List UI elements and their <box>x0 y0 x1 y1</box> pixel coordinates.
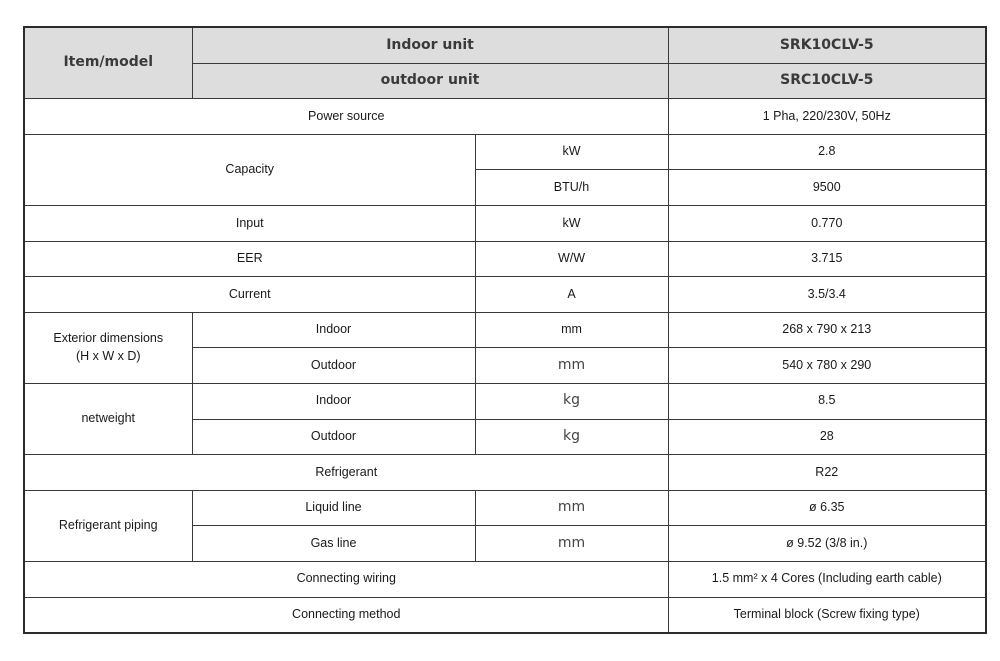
outdoor-unit-header: outdoor unit <box>192 63 668 99</box>
row-connecting-method <box>24 597 986 633</box>
netweight-outdoor-value: 28 <box>668 419 986 455</box>
liquid-line-label: Liquid line <box>192 490 475 526</box>
capacity-btu-value: 9500 <box>668 170 986 206</box>
input-label: Input <box>24 205 475 241</box>
power-source-label: Power source <box>24 99 668 135</box>
dimensions-outdoor-unit: mm <box>475 348 668 384</box>
input-value: 0.770 <box>668 205 986 241</box>
row-power-source <box>24 99 986 135</box>
connecting-wiring-label: Connecting wiring <box>24 561 668 597</box>
refrigerant-label: Refrigerant <box>24 455 668 491</box>
power-source-value: 1 Pha, 220/230V, 50Hz <box>668 99 986 135</box>
capacity-kw-unit: kW <box>475 134 668 170</box>
connecting-wiring-value: 1.5 mm² x 4 Cores (Including earth cable) <box>668 561 986 597</box>
dimensions-indoor-label: Indoor <box>192 312 475 348</box>
spec-table <box>23 26 987 634</box>
netweight-indoor-label: Indoor <box>192 383 475 419</box>
eer-unit: W/W <box>475 241 668 277</box>
row-refrigerant <box>24 455 986 491</box>
current-value: 3.5/3.4 <box>668 277 986 313</box>
row-connecting-wiring <box>24 561 986 597</box>
dimensions-indoor-value: 268 x 790 x 213 <box>668 312 986 348</box>
capacity-btu-unit: BTU/h <box>475 170 668 206</box>
exterior-dimensions-label-line2: (H x W x D) <box>75 348 141 363</box>
refrigerant-value: R22 <box>668 455 986 491</box>
connecting-method-label: Connecting method <box>24 597 668 633</box>
liquid-line-value: ø 6.35 <box>668 490 986 526</box>
gas-line-unit: mm <box>475 526 668 562</box>
row-piping-liquid <box>24 490 986 526</box>
capacity-label: Capacity <box>24 134 475 205</box>
dimensions-outdoor-label: Outdoor <box>192 348 475 384</box>
indoor-model: SRK10CLV-5 <box>668 27 986 63</box>
row-eer <box>24 241 986 277</box>
gas-line-label: Gas line <box>192 526 475 562</box>
netweight-indoor-value: 8.5 <box>668 383 986 419</box>
exterior-dimensions-label <box>24 312 192 383</box>
item-model-header: Item/model <box>24 27 192 99</box>
netweight-outdoor-label: Outdoor <box>192 419 475 455</box>
row-current <box>24 277 986 313</box>
connecting-method-value: Terminal block (Screw fixing type) <box>668 597 986 633</box>
row-input <box>24 205 986 241</box>
netweight-outdoor-unit: kg <box>475 419 668 455</box>
input-unit: kW <box>475 205 668 241</box>
current-unit: A <box>475 277 668 313</box>
current-label: Current <box>24 277 475 313</box>
eer-label: EER <box>24 241 475 277</box>
eer-value: 3.715 <box>668 241 986 277</box>
exterior-dimensions-label-line1: Exterior dimensions <box>53 331 164 346</box>
row-capacity-kw <box>24 134 986 170</box>
row-dimensions-indoor <box>24 312 986 348</box>
refrigerant-piping-label: Refrigerant piping <box>24 490 192 561</box>
netweight-label: netweight <box>24 383 192 454</box>
dimensions-outdoor-value: 540 x 780 x 290 <box>668 348 986 384</box>
row-netweight-indoor <box>24 383 986 419</box>
netweight-indoor-unit: kg <box>475 383 668 419</box>
outdoor-model: SRC10CLV-5 <box>668 63 986 99</box>
indoor-unit-header: Indoor unit <box>192 27 668 63</box>
capacity-kw-value: 2.8 <box>668 134 986 170</box>
dimensions-indoor-unit: mm <box>475 312 668 348</box>
header-row-indoor <box>24 27 986 63</box>
liquid-line-unit: mm <box>475 490 668 526</box>
gas-line-value: ø 9.52 (3/8 in.) <box>668 526 986 562</box>
